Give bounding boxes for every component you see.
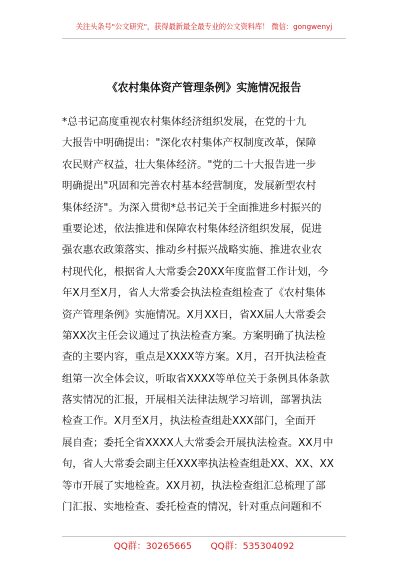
- body-line: 落实情况的汇报，开展相关法律法规学习培训，部署执法: [62, 394, 322, 407]
- body-line: 组第一次全体会议，听取省XXXX等单位关于条例具体条款: [62, 372, 330, 385]
- footer: [0, 539, 408, 552]
- body-line: 展自查；委托全省XXXX人大常委会开展执法检查。XX月中: [62, 436, 334, 449]
- body-line: 第XX次主任会议通过了执法检查方案。方案明确了执法检: [62, 329, 326, 342]
- bottom-divider: [62, 536, 346, 537]
- body-line: 旬，省人大常委会副主任XXX率执法检查组赴XX、XX、XX: [62, 458, 334, 471]
- body-line: 年X月至X月，省人大常委会执法检查组检查了《农村集体: [62, 287, 326, 300]
- body-line: 村现代化，根据省人大常委会20XX年度监督工作计划，今: [62, 265, 329, 278]
- footer-qq-group-2: QQ群：535304092: [210, 542, 295, 552]
- body-line: 大报告中明确提出："深化农村集体产权制度改革，保障: [62, 137, 317, 150]
- body-line: 等市开展了实地检查。XX月初，执法检查组汇总梳理了部: [62, 479, 326, 492]
- top-divider: [62, 38, 346, 39]
- document-body: [62, 112, 346, 518]
- document-title: 《农村集体资产管理条例》实施情况报告: [106, 81, 302, 94]
- body-line: 查的主要内容，重点是XXXX等方案。X月，召开执法检查: [62, 351, 327, 364]
- body-line: 资产管理条例》实施情况。X月XX日，省XX届人大常委会: [62, 308, 327, 321]
- body-line: *总书记高度重视农村集体经济组织发展，在党的十九: [62, 116, 307, 128]
- body-line: 重要论述，依法推进和保障农村集体经济组织发展，促进: [62, 222, 322, 235]
- body-line: 集体经济"。为深入贯彻*总书记关于全面推进乡村振兴的: [62, 201, 322, 214]
- body-line: 农民财产权益，壮大集体经济。"党的二十大报告进一步: [62, 158, 317, 171]
- body-line: 明确提出"巩固和完善农村基本经营制度，发展新型农村: [62, 180, 317, 193]
- body-line: 强农惠农政策落实、推动乡村振兴战略实施、推进农业农: [62, 244, 322, 257]
- footer-qq-group-1: QQ群：30265665: [113, 542, 192, 552]
- body-line: 门汇报、实地检查、委托检查的情况，针对重点问题和不: [62, 501, 322, 514]
- top-banner: 关注头条号"公文研究"，获得最新最全最专业的公文资料库！ 微信：gongwenyj: [75, 22, 333, 31]
- body-line: 检查工作。X月至X月，执法检查组赴XXX部门，全面开: [62, 415, 316, 428]
